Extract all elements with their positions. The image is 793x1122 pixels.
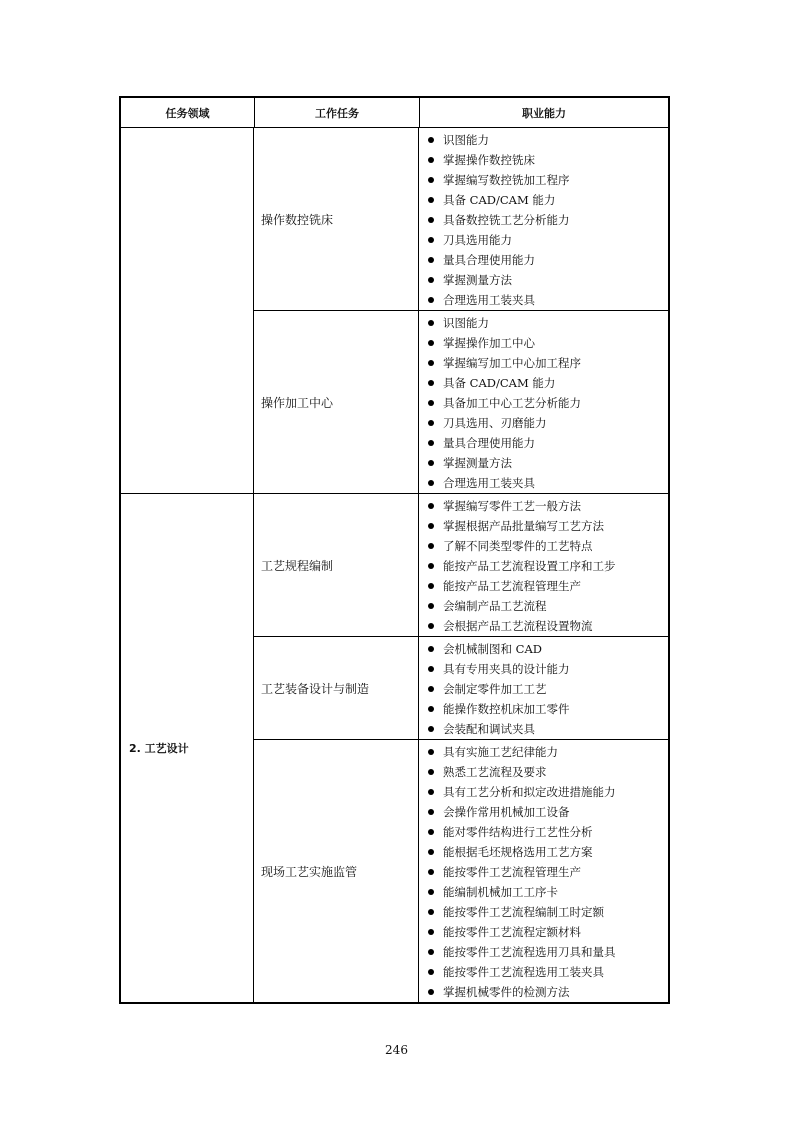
ability-item: [419, 576, 668, 596]
ability-item: [419, 922, 668, 942]
task-row: [254, 494, 668, 636]
ability-item: [419, 556, 668, 576]
header-domain: 任务领域: [165, 106, 210, 120]
ability-item: [419, 679, 668, 699]
ability-text: 具备 CAD/CAM 能力: [443, 193, 556, 207]
ability-text: 能按产品工艺流程管理生产: [443, 579, 581, 593]
task-row: [254, 636, 668, 739]
bullet-icon: [428, 137, 434, 143]
bullet-icon: [428, 563, 434, 569]
ability-text: 掌握根据产品批量编写工艺方法: [443, 519, 604, 533]
bullet-icon: [428, 297, 434, 303]
ability-item: [419, 373, 668, 393]
table-header: [121, 98, 668, 128]
bullet-icon: [428, 257, 434, 263]
ability-item: [419, 433, 668, 453]
ability-item: [419, 353, 668, 373]
ability-item: [419, 290, 668, 310]
bullet-icon: [428, 583, 434, 589]
ability-item: [419, 150, 668, 170]
bullet-icon: [428, 749, 434, 755]
bullet-icon: [428, 400, 434, 406]
ability-item: [419, 719, 668, 739]
ability-text: 识图能力: [443, 316, 489, 330]
ability-text: 掌握机械零件的检测方法: [443, 985, 570, 999]
ability-text: 掌握测量方法: [443, 456, 512, 470]
ability-text: 识图能力: [443, 133, 489, 147]
bullet-icon: [428, 157, 434, 163]
bullet-icon: [428, 706, 434, 712]
ability-item: [419, 473, 668, 493]
ability-item: [419, 596, 668, 616]
bullet-icon: [428, 523, 434, 529]
ability-item: [419, 942, 668, 962]
domain-cell: [121, 128, 254, 493]
bullet-icon: [428, 829, 434, 835]
ability-text: 掌握编写加工中心加工程序: [443, 356, 581, 370]
ability-text: 量具合理使用能力: [443, 253, 535, 267]
ability-item: [419, 230, 668, 250]
ability-text: 了解不同类型零件的工艺特点: [443, 539, 593, 553]
ability-item: [419, 782, 668, 802]
header-task: 工作任务: [254, 98, 419, 127]
ability-text: 熟悉工艺流程及要求: [443, 765, 547, 779]
competency-table: [119, 96, 670, 1004]
ability-item: [419, 313, 668, 333]
bullet-icon: [428, 237, 434, 243]
ability-text: 合理选用工装夹具: [443, 293, 535, 307]
bullet-icon: [428, 460, 434, 466]
ability-item: [419, 902, 668, 922]
ability-text: 具有工艺分析和拟定改进措施能力: [443, 785, 616, 799]
bullet-icon: [428, 197, 434, 203]
ability-item: [419, 762, 668, 782]
ability-item: [419, 496, 668, 516]
ability-text: 会编制产品工艺流程: [443, 599, 547, 613]
ability-text: 能编制机械加工工序卡: [443, 885, 558, 899]
ability-item: [419, 802, 668, 822]
ability-text: 能按零件工艺流程选用刀具和量具: [443, 945, 616, 959]
bullet-icon: [428, 360, 434, 366]
task-cell: 工艺装备设计与制造: [254, 637, 419, 739]
ability-item: [419, 536, 668, 556]
ability-text: 掌握测量方法: [443, 273, 512, 287]
ability-item: [419, 210, 668, 230]
ability-text: 能按零件工艺流程编制工时定额: [443, 905, 604, 919]
ability-text: 掌握编写零件工艺一般方法: [443, 499, 581, 513]
ability-text: 具备加工中心工艺分析能力: [443, 396, 581, 410]
bullet-icon: [428, 726, 434, 732]
task-group: [254, 494, 668, 1002]
bullet-icon: [428, 340, 434, 346]
bullet-icon: [428, 949, 434, 955]
ability-text: 能按零件工艺流程定额材料: [443, 925, 581, 939]
ability-item: [419, 190, 668, 210]
ability-list: [419, 311, 668, 493]
ability-item: [419, 616, 668, 636]
ability-text: 具有实施工艺纪律能力: [443, 745, 558, 759]
ability-item: [419, 413, 668, 433]
ability-text: 具备 CAD/CAM 能力: [443, 376, 556, 390]
ability-item: [419, 130, 668, 150]
domain-row: [121, 493, 668, 1002]
bullet-icon: [428, 646, 434, 652]
ability-item: [419, 842, 668, 862]
task-cell: 现场工艺实施监管: [254, 740, 419, 1002]
task-row: [254, 128, 668, 310]
ability-item: [419, 882, 668, 902]
ability-list: [419, 740, 668, 1002]
bullet-icon: [428, 217, 434, 223]
page-number: 246: [385, 1043, 408, 1057]
ability-text: 能按零件工艺流程选用工装夹具: [443, 965, 604, 979]
ability-text: 能根据毛坯规格选用工艺方案: [443, 845, 593, 859]
bullet-icon: [428, 969, 434, 975]
bullet-icon: [428, 277, 434, 283]
bullet-icon: [428, 789, 434, 795]
ability-text: 具备数控铣工艺分析能力: [443, 213, 570, 227]
bullet-icon: [428, 177, 434, 183]
domain-row: [121, 128, 668, 493]
ability-text: 会操作常用机械加工设备: [443, 805, 570, 819]
task-row: [254, 310, 668, 493]
bullet-icon: [428, 380, 434, 386]
bullet-icon: [428, 909, 434, 915]
ability-text: 能操作数控机床加工零件: [443, 702, 570, 716]
ability-text: 量具合理使用能力: [443, 436, 535, 450]
ability-text: 能对零件结构进行工艺性分析: [443, 825, 593, 839]
bullet-icon: [428, 480, 434, 486]
ability-item: [419, 270, 668, 290]
ability-text: 合理选用工装夹具: [443, 476, 535, 490]
ability-text: 掌握操作数控铣床: [443, 153, 535, 167]
bullet-icon: [428, 666, 434, 672]
ability-item: [419, 170, 668, 190]
ability-list: [419, 494, 668, 636]
task-cell: 操作数控铣床: [254, 128, 419, 310]
ability-text: 刀具选用能力: [443, 233, 512, 247]
table-body: [121, 128, 668, 1002]
ability-item: [419, 393, 668, 413]
ability-list: [419, 128, 668, 310]
ability-item: [419, 742, 668, 762]
ability-text: 能按零件工艺流程管理生产: [443, 865, 581, 879]
ability-text: 掌握操作加工中心: [443, 336, 535, 350]
ability-list: [419, 637, 668, 739]
ability-text: 会装配和调试夹具: [443, 722, 535, 736]
bullet-icon: [428, 769, 434, 775]
bullet-icon: [428, 543, 434, 549]
ability-text: 会根据产品工艺流程设置物流: [443, 619, 593, 633]
ability-text: 会机械制图和 CAD: [443, 642, 542, 656]
ability-item: [419, 659, 668, 679]
task-cell: 工艺规程编制: [254, 494, 419, 636]
bullet-icon: [428, 503, 434, 509]
ability-text: 会制定零件加工工艺: [443, 682, 547, 696]
bullet-icon: [428, 849, 434, 855]
bullet-icon: [428, 623, 434, 629]
ability-item: [419, 250, 668, 270]
ability-text: 具有专用夹具的设计能力: [443, 662, 570, 676]
bullet-icon: [428, 320, 434, 326]
bullet-icon: [428, 420, 434, 426]
ability-item: [419, 453, 668, 473]
ability-item: [419, 516, 668, 536]
ability-item: [419, 982, 668, 1002]
ability-text: 刀具选用、刃磨能力: [443, 416, 547, 430]
header-ability: 职业能力: [419, 98, 668, 127]
ability-item: [419, 333, 668, 353]
domain-cell: 2. 工艺设计: [121, 494, 254, 1002]
bullet-icon: [428, 869, 434, 875]
task-row: [254, 739, 668, 1002]
bullet-icon: [428, 929, 434, 935]
ability-item: [419, 639, 668, 659]
ability-item: [419, 862, 668, 882]
bullet-icon: [428, 603, 434, 609]
bullet-icon: [428, 989, 434, 995]
ability-text: 掌握编写数控铣加工程序: [443, 173, 570, 187]
ability-item: [419, 699, 668, 719]
bullet-icon: [428, 809, 434, 815]
ability-item: [419, 962, 668, 982]
task-group: [254, 128, 668, 493]
ability-item: [419, 822, 668, 842]
task-cell: 操作加工中心: [254, 311, 419, 493]
ability-text: 能按产品工艺流程设置工序和工步: [443, 559, 616, 573]
bullet-icon: [428, 889, 434, 895]
bullet-icon: [428, 686, 434, 692]
bullet-icon: [428, 440, 434, 446]
